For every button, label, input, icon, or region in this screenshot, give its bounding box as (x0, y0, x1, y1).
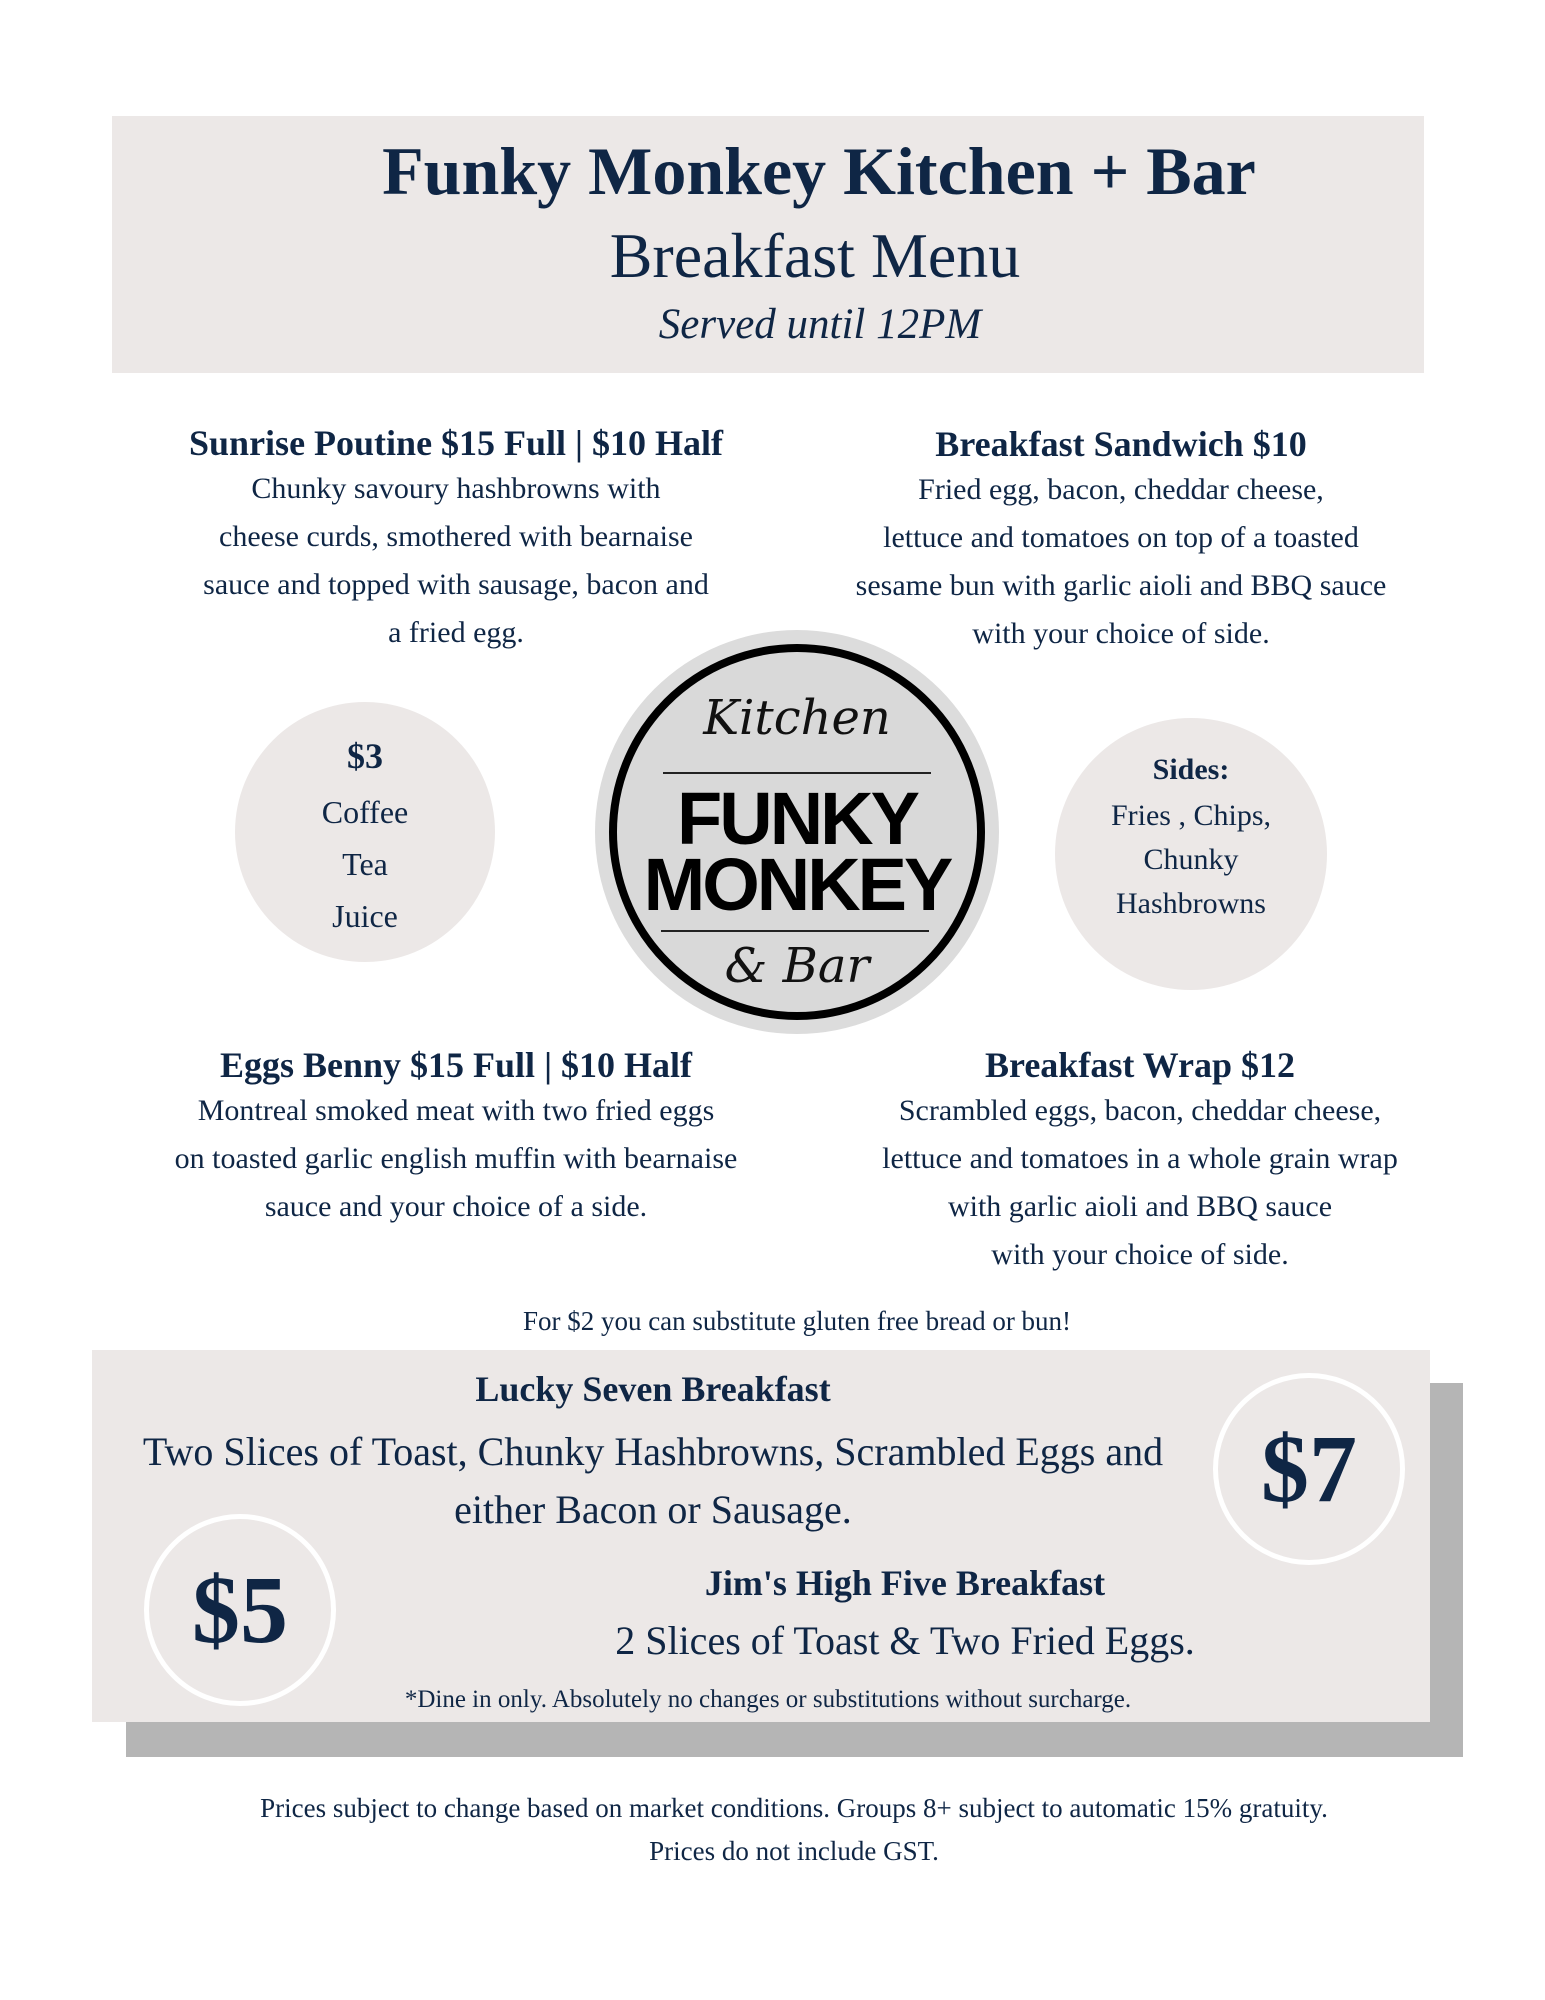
item-desc-line: Chunky savoury hashbrowns with (251, 472, 661, 505)
item-desc-line: with garlic aioli and BBQ sauce (947, 1190, 1333, 1223)
footer-notes (260, 1787, 1328, 1873)
item-desc-line: on toasted garlic english muffin with bearnaise (174, 1142, 738, 1175)
menu-item-breakfast-sandwich (856, 422, 1387, 658)
item-desc-line: Scrambled eggs, bacon, cheddar cheese, (898, 1094, 1382, 1127)
desc-line: either Bacon or Sausage. (454, 1487, 852, 1532)
sides-line: Fries , Chips, (1110, 799, 1272, 832)
sides-title: Sides: (1152, 753, 1230, 786)
logo-divider (663, 772, 931, 774)
lucky-seven-heading: Lucky Seven Breakfast (475, 1369, 831, 1409)
footer-line: Prices subject to change based on market conditions. Groups 8+ subject to automatic 15% gratuity. (260, 1793, 1328, 1823)
drink-item: Tea (342, 846, 388, 882)
menu-title: Breakfast Menu (609, 220, 1021, 291)
high-five-price: $5 (144, 1514, 336, 1706)
sides-line: Hashbrowns (1116, 887, 1266, 920)
footer-line: Prices do not include GST. (649, 1836, 939, 1866)
item-heading: Eggs Benny $15 Full | $10 Half (219, 1045, 692, 1085)
high-five-heading: Jim's High Five Breakfast (704, 1563, 1106, 1603)
high-five-desc: 2 Slices of Toast & Two Fried Eggs. (615, 1618, 1195, 1663)
item-desc-line: with your choice of side. (972, 617, 1270, 650)
menu-item-eggs-benny (175, 1043, 738, 1231)
item-desc-line: sauce and topped with sausage, bacon and (203, 568, 709, 601)
drinks-circle (235, 702, 495, 962)
item-desc-line: lettuce and tomatoes in a whole grain wrap (882, 1142, 1398, 1175)
item-desc-line: cheese curds, smothered with bearnaise (219, 520, 693, 553)
item-desc-line: a fried egg. (388, 616, 524, 649)
item-desc-line: sesame bun with garlic aioli and BBQ sauce (855, 569, 1387, 602)
menu-item-sunrise-poutine (189, 421, 723, 657)
lucky-seven-price: $7 (1213, 1373, 1405, 1565)
item-desc-line: Fried egg, bacon, cheddar cheese, (918, 473, 1324, 506)
logo-bar-text: & Bar (724, 938, 870, 994)
served-until: Served until 12PM (658, 301, 982, 348)
item-desc-line: lettuce and tomatoes on top of a toasted (883, 521, 1359, 554)
item-desc-line: Montreal smoked meat with two fried eggs (197, 1094, 715, 1127)
desc-line: Two Slices of Toast, Chunky Hashbrowns, Scrambled Eggs and (142, 1429, 1164, 1474)
sides-line: Chunky (1143, 843, 1239, 876)
logo-monkey-text: MONKEY (643, 843, 951, 926)
logo-kitchen-text: Kitchen (703, 690, 891, 746)
item-heading: Breakfast Sandwich $10 (935, 424, 1307, 464)
logo-funky-text: FUNKY (677, 777, 917, 860)
restaurant-title: Funky Monkey Kitchen + Bar (382, 133, 1256, 209)
logo-divider (661, 930, 929, 932)
drinks-price: $3 (347, 736, 383, 776)
lucky-seven-desc (143, 1423, 1163, 1539)
drink-item: Juice (332, 898, 398, 934)
item-desc-line: with your choice of side. (991, 1238, 1289, 1271)
gluten-free-note: For $2 you can substitute gluten free bread or bun! (522, 1306, 1072, 1336)
dine-in-note: *Dine in only. Absolutely no changes or substitutions without surcharge. (404, 1686, 1132, 1713)
sides-circle (1055, 718, 1327, 990)
funky-monkey-logo (595, 630, 999, 1034)
drink-item: Coffee (321, 794, 409, 830)
item-desc-line: sauce and your choice of a side. (264, 1190, 648, 1223)
item-heading: Breakfast Wrap $12 (984, 1045, 1296, 1085)
menu-item-breakfast-wrap (882, 1043, 1398, 1279)
item-heading: Sunrise Poutine $15 Full | $10 Half (189, 423, 723, 463)
